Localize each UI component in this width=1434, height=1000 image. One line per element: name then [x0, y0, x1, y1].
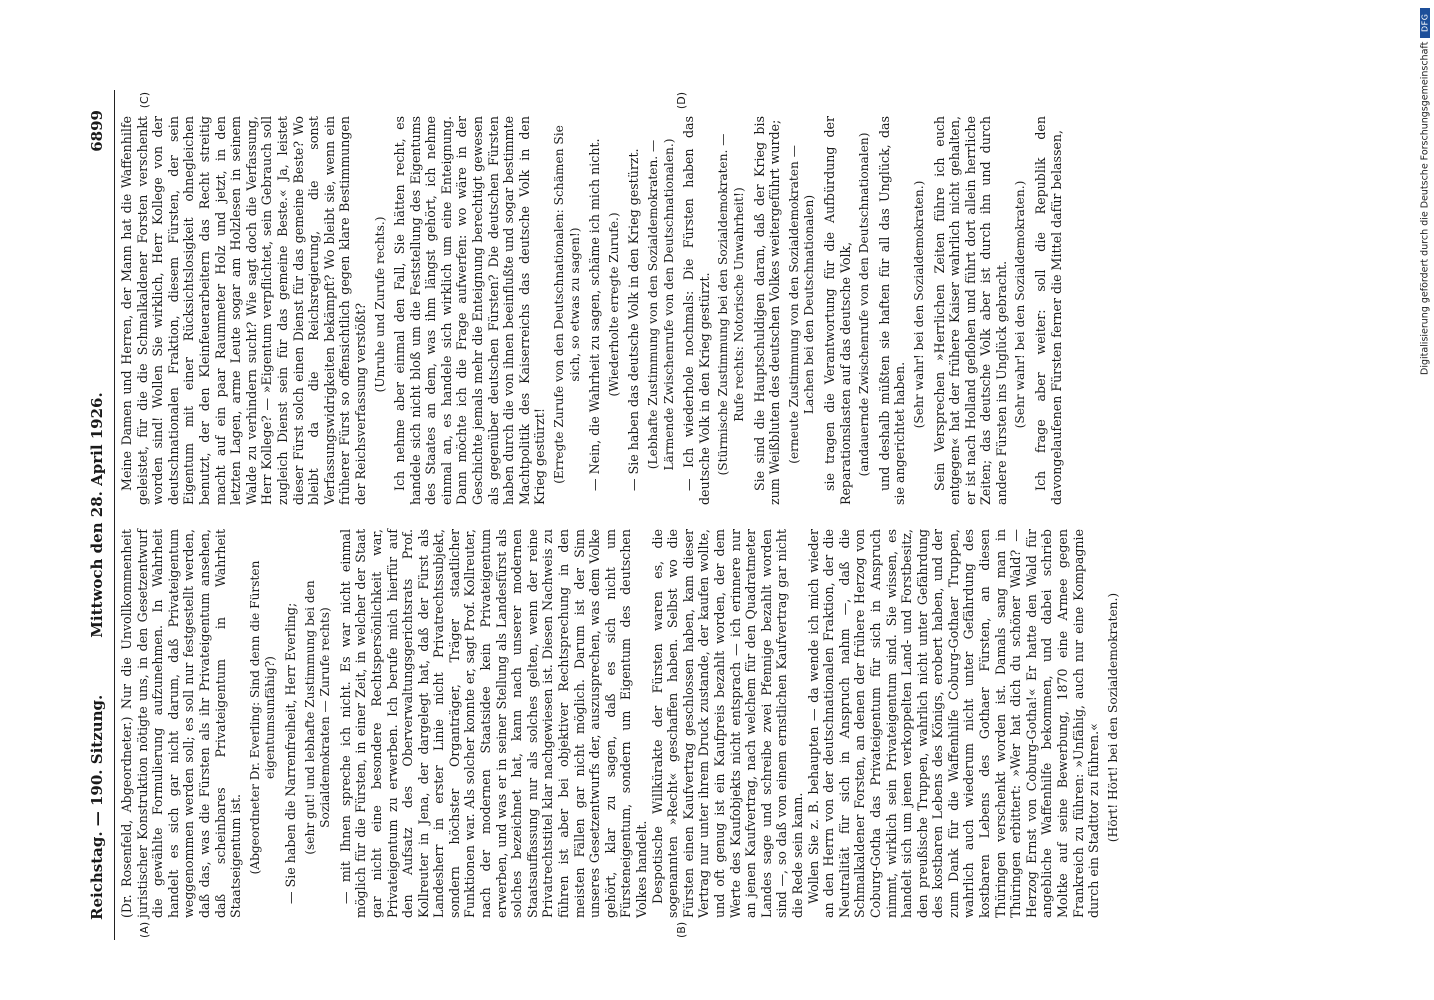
paragraph: und deshalb müßten sie haften für all das Unglück, das sie angerichtet haben.: [876, 116, 908, 505]
interjection: (andauernde Zwischenrufe von den Deutschnationalen): [857, 132, 872, 477]
paragraph: Despotische Willkürakte der Fürsten waren es, die sogenannten »Recht« geschaffen haben. Selbst wo die Fürsten einen Kaufvertrag geschlossen haben, kam dieser Vertrag nur unter ihrem Druck zustande, der kaufen wollte, und oft genug ist ein Kaufpreis bezahlt worden, der dem Werte des Kaufobjekts nicht entsprach — ich erinnere nur an jenen Kaufvertrag, nach welchem für den Quadratmeter Landes sage und schreibe zwei Pfennige bezahlt worden sind —, so daß von einem ernstlichen Kaufvertrag gar nicht die Rede sein kann.: [649, 529, 805, 918]
header-date: Mittwoch den 28. April 1926.: [88, 392, 106, 638]
margin-marker-d: (D): [675, 92, 688, 110]
right-column: [119, 90, 1289, 515]
digitization-note: Digitalisierung gefördert durch die Deutsche Forschungsgemeinschaft: [1419, 42, 1431, 376]
margin-marker-b: (B): [675, 921, 688, 938]
paragraph: — Sie haben die Narrenfreiheit, Herr Everling;: [282, 602, 298, 904]
interjection: (Hört! Hört! bei den Sozialdemokraten.): [1105, 592, 1120, 843]
interjection: (erneute Zustimmung von den Sozialdemokraten — Lachen bei den Deutschnationalen): [786, 145, 817, 464]
interjection: (Unruhe und Zurufe rechts.): [372, 216, 387, 393]
paragraph: Wollen Sie z. B. behaupten — da wende ich mich wieder an den Herrn von der deutschnationalen Fraktion, der die Neutralität für sich in Anspruch nahm —, daß die Schmalkaldener Forsten, an denen der frühere Herzog von Coburg-Gotha das Privateigentum für sich in Anspruch nimmt, wirklich sein Privateigentum sind. Sie wissen, es handelt sich um jenen verkoppelten Land- und Forstbesitz, den preußische Truppen, wahrlich nicht unter Gefährdung des kostbaren Lebens des Königs, erobert haben, und der zum Dank für die Waffenhilfe Coburg-Gothaer Truppen, wahrlich auch wiederum nicht unter Gefährdung des kostbaren Lebens des Gothaer Fürsten, an diesen Thüringen verschenkt worden ist. Damals sang man in Thüringen erbittert: »Wer hat dich du schöner Wald? — Herzog Ernst von Coburg-Gotha!« Er hatte den Wald für angebliche Waffenhilfe bekommen, und dabei schrieb Moltke auf seine Bewerbung, 1870 eine Armee gegen Frankreich zu führen: »Unfähig, auch nur eine Kompagnie durch ein Stadttor zu führen.«: [805, 529, 1102, 918]
margin-marker-c: (C): [138, 92, 151, 109]
margin-marker-a: (A): [138, 921, 151, 938]
interjection: (Sehr wahr! bei den Sozialdemokraten.): [1013, 180, 1028, 429]
paragraph: Ich nehme aber einmal den Fall, Sie hätten recht, es handele sich nicht bloß um die Feststellung des Eigentums des Staates an dem, was ihm längst gehört, ich nehme einmal an, es handele sich wirklich um eine Enteignung. Dann möchte ich die Frage aufwerfen: wo wäre in der Geschichte jemals mehr die Enteignung berechtigt gewesen als gegenüber deutschen Fürsten? Die deutschen Fürsten haben durch die von ihnen beeinflußte und sogar bestimmte Machtpolitik des Kaiserreichs das deutsche Volk in den Krieg gestürzt!: [392, 116, 548, 505]
interjection: (Erregte Zurufe von den Deutschnationalen: Schämen Sie sich, so etwas zu sagen!): [552, 125, 582, 484]
interjection: (sehr gut! und lebhafte Zustimmung bei den Sozialdemokraten — Zurufe rechts): [302, 580, 333, 855]
paragraph: — mit Ihnen spreche ich nicht. Es war nicht einmal möglich für die Fürsten, in einer Zeit, in welcher der Staat gar nicht eine besondere Rechtspersönlichkeit war, Privateigentum zu erwerben. Ich berufe mich hierfür auf den Aufsatz des Oberverwaltungsgerichtsrats Prof. Kollreuter in Jena, der dargelegt hat, daß der Fürst als Landesherr in erster Linie nicht Privatrechtssubjekt, sondern höchster Organträger, Träger staatlicher Funktionen war. Als solcher konnte er, sagt Prof. Kollreuter, nach der modernen Staatsidee kein Privateigentum erwerben, und was er in seiner Stellung als Landesfürst als solches bezeichnet hat, kann nach unserer modernen Staatsauffassung nur als solches gelten, wenn der reine Privatrechtstitel klar nachgewiesen ist. Diesen Nachweis zu führen ist aber bei objektiver Rechtsprechung in den meisten Fällen gar nicht möglich. Darum ist der Sinn unseres Gesetzentwurfs der, auszusprechen, was dem Volke gehört, klar zu sagen, daß es sich nicht um Fürsteneigentum, sondern um Eigentum des deutschen Volkes handelt.: [337, 529, 649, 918]
paragraph: Sein Versprechen »Herrlichen Zeiten führe ich euch entgegen« hat der frühere Kaiser wahrlich nicht gehalten, er ist nach Holland geflohen und führt dort allein herrliche Zeiten; das deutsche Volk aber ist durch ihn und durch andere Fürsten ins Unglück gebracht.: [931, 116, 1009, 505]
header-session: Reichstag. — 190. Sitzung.: [88, 694, 106, 920]
paragraph: — Nein, die Wahrheit zu sagen, schäme ich mich nicht.: [587, 138, 603, 491]
paragraph: — Sie haben das deutsche Volk in den Krieg gestürzt.: [626, 148, 642, 491]
paragraph: Sie sind die Hauptschuldigen daran, daß der Krieg bis zum Weißbluten des deutschen Volkes weitergeführt wurde;: [751, 116, 783, 505]
left-column-content: [119, 529, 1121, 918]
interjection: (Wiederholte erregte Zurufe.): [606, 212, 621, 397]
dfg-logo: DFG: [1420, 8, 1430, 38]
text-columns: [119, 90, 1289, 940]
interjection: (Abgeordneter Dr. Everling: Sind denn die Fürsten eigentumsunfähig?): [247, 560, 278, 875]
document-page: [78, 90, 1308, 940]
page-header: [84, 90, 115, 940]
paragraph: Meine Damen und Herren, der Mann hat die Waffenhilfe geleistet, für die die Schmalkaldener Forsten verschenkt worden sind! Wollen Sie wirklich, Herr Kollege von der deutschnationalen Fraktion, diesem Fürsten, der sein Eigentum mit einer Rücksichtslosigkeit ohnegleichen benutzt, der den Kleinfeuerarbeitern das Recht streitig macht auf ein paar Raummeter Holz und jetzt, in den letzten Lagen, arme Leute sogar am Holzlesen in seinem Walde zu verhindern sucht? Wie sagt doch die Verfassung, Herr Kollege? — »Eigentum verpflichtet, sein Gebrauch soll zugleich Dienst sein für das gemeine Beste.« Ja, leistet dieser Fürst solch einen Dienst für das gemeine Beste? Wo bleibt da die Reichsregierung, die sonst Verfassungswidrigkeiten bekämpft? Wo bleibt sie, wenn ein früherer Fürst so offensichtlich gegen klare Bestimmungen der Reichsverfassung verstößt?: [119, 116, 368, 505]
paragraph: — Ich wiederhole nochmals: Die Fürsten haben das deutsche Volk in den Krieg gestürzt.: [681, 116, 712, 505]
interjection: (Sehr wahr! bei den Sozialdemokraten.): [911, 180, 926, 429]
paragraph: sie tragen die Verantwortung für die Aufbürdung der Reparationslasten auf das deutsche Volk,: [821, 116, 853, 505]
interjection: (Stürmische Zustimmung bei den Sozialdemokraten. — Rufe rechts: Notorische Unwahrheit!): [716, 133, 746, 476]
paragraph: (Dr. Rosenfeld, Abgeordneter.) Nur die Unvollkommenheit juristischer Konstruktion nötigte uns, in den Gesetzentwurf die gewählte Formulierung aufzunehmen. In Wahrheit handelt es sich gar nicht darum, daß Privateigentum weggenommen werden soll; es soll nur festgestellt werden, daß das, was die Fürsten als ihr Privateigentum ansehen, daß scheinbares Privateigentum in Wahrheit Staatseigentum ist.: [119, 529, 244, 918]
interjection: (Lebhafte Zustimmung von den Sozialdemokraten. — Lärmende Zwischenrufe von den Deutschnationalen.): [646, 138, 676, 471]
left-column: [119, 515, 1289, 940]
paragraph: Ich frage aber weiter: soll die Republik den davongelaufenen Fürsten ferner die Mittel dafür belassen,: [1033, 116, 1064, 505]
right-column-content: [119, 116, 1064, 505]
header-page-number: 6899: [88, 110, 106, 152]
